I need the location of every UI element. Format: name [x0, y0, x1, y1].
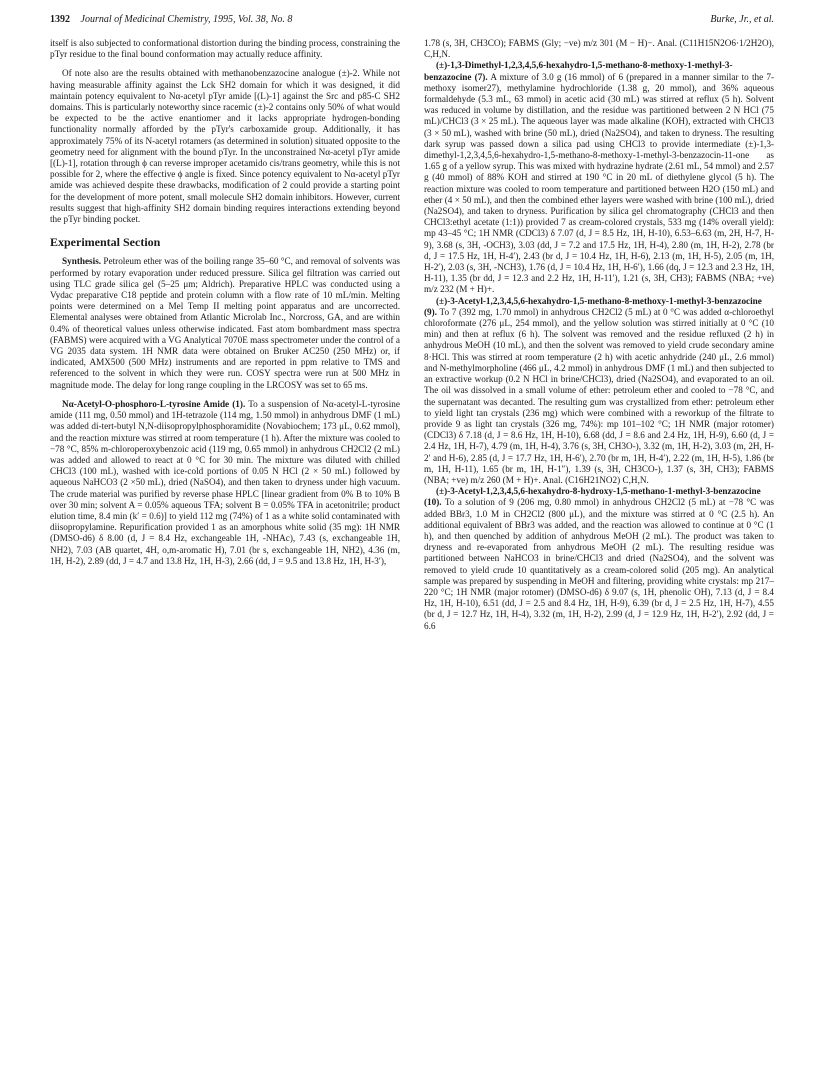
paragraph-synthesis — [50, 256, 400, 390]
paragraph-body: Petroleum ether was of the boiling range 35–60 °C, and removal of solvents was performed by rotary evaporation under reduced pressure. Silica gel filtration was carried out using TLC grade silica gel (5–25 μm; Aldrich). Preparative HPLC was conducted using a Vydac preparative C18 peptide and protein column with a flow rate of 10 mL/min. Melting points were determined on a Mel Temp II melting point apparatus and are uncorrected. Elemental analyses were obtained from Atlantic Microlab Inc., Norcross, GA, and are within 0.4% of theoretical values unless otherwise indicated. Fast atom bombardment mass spectra (FABMS) were acquired with a VG Analytical 7070E mass spectrometer under the control of a VG 2035 data system. 1H NMR data were obtained on Bruker AC250 (250 MHz) or, if indicated, AMX500 (500 MHz) instruments and are reported in ppm relative to TMS and referenced to the solvent in which they were run. COSY spectra were run at 500 MHz in magnitude mode. The delay for long range coupling in the LRCOSY was set to 65 ms. — [50, 256, 400, 390]
paragraph-body: A mixture of 3.0 g (16 mmol) of 6 (prepared in a manner similar to the 7-methoxy isomer27), methylamine hydrochloride (1.38 g, 20 mmol), and 36% aqueous formaldehyde (5.3 mL, 63 mmol) in acetic acid (30 mL) was stirred at reflux (5 h). Solvent was reduced in volume by distillation, and the residue was partitioned between 2 N HCl (75 mL)/CHCl3 (3 × 25 mL). The aqueous layer was made alkaline (KOH), extracted with CHCl3 (3 × 50 mL), washed with brine (50 mL), dried (Na2SO4), and taken to dryness. The resulting dark syrup was passed down a silica pad using CHCl3 to provide intermediate (±)-1,3-dimethyl-1,2,3,4,5,6-hexahydro-1,5-methano-8-methoxy-1-methyl-3-benzazocin-11-one as 1.65 g of a yellow syrup. This was mixed with hydrazine hydrate (2.61 mL, 54 mmol) and 2.57 g (40 mmol) of 88% KOH and stirred at 190 °C in 20 mL of diethylene glycol (5 h). The reaction mixture was cooled to room temperature and partitioned between H2O (150 mL) and ether (4 × 50 mL), and then the combined ether layers were washed with brine (100 mL), dried (Na2SO4), and taken to dryness. Purification by silica gel chromatography (CHCl3 and then CHCl3:ethyl acetate (1:1)) provided 7 as cream-colored crystals, 533 mg (14% overall yield): mp 43–45 °C; 1H NMR (CDCl3) δ 7.07 (d, J = 8.5 Hz, 1H, H-10), 6.53–6.63 (m, 2H, H-7, H-9), 3.68 (s, 3H, -OCH3), 3.03 (dd, J = 7.2 and 17.5 Hz, 1H, H-4), 2.80 (m, 1H, H-2), 2.78 (br d, J = 17.5 Hz, 1H, H-4′), 2.43 (br d, J = 10.4 Hz, 1H, H-6), 2.13 (m, 1H, H-5), 2.05 (m, 1H, H-2′), 2.03 (s, 3H, -NCH3), 1.76 (d, J = 10.4 Hz, 1H, H-6′), 1.66 (dq, J = 12.3 and 2.3 Hz, 1H, H-11), 1.35 (br dd, J = 12.3 and 2.2 Hz, 1H, H-11′), 1.21 (s, 3H, CH3); FABMS (NBA; +ve) m/z 232 (M + H)+. — [424, 71, 774, 295]
page-number: 1392 — [50, 14, 70, 25]
paragraph-body: To a solution of 9 (206 mg, 0.80 mmol) in anhydrous CH2Cl2 (5 mL) at −78 °C was added BBr3, 1.0 M in CH2Cl2 (800 μL), and the mixture was stirred at 0 °C (2.5 h). An additional equivalent of BBr3 was added, and the reaction was allowed to continue at 0 °C (1 h), and then quenched by addition of anhydrous MeOH (2 mL). The product was taken to dryness and re-evaporated from anhydrous MeOH (2 mL). The resulting residue was partitioned between NaHCO3 in brine/CHCl3 and dried (Na2SO4), and the solvent was removed to yield crude 10 quantitatively as a cream-colored solid (205 mg). An analytical sample was prepared by suspending in MeOH and filtering, providing white crystals: mp 217–220 °C; 1H NMR (major rotomer) (DMSO-d6) δ 9.07 (s, 1H, phenolic OH), 7.13 (d, J = 8.4 Hz, 1H, H-10), 6.51 (dd, J = 2.5 and 8.4 Hz, 1H, H-9), 6.39 (br d, J = 2.5 Hz, 1H, H-7), 4.55 (br d, J = 12.7 Hz, 1H, H-4), 3.32 (m, 1H, H-2), 2.99 (d, J = 12.9 Hz, 1H, H-2′), 2.92 (dd, J = 6.6 — [424, 497, 774, 631]
page-number-and-journal — [50, 14, 292, 25]
section-heading: Experimental Section — [50, 235, 161, 250]
paragraph: Of note also are the results obtained with methanobenzazocine analogue (±)-2. While not having measurable affinity against the Lck SH2 domain for which it was designed, it did maintain potency equivalent to Nα-acetyl pTyr amide [(L)-1] against the Src and p85-C SH2 domains. This is particularly noteworthy since racemic (±)-2 contains only 50% of what would be expected to be the active enantiomer and it lacks appropriate hydrogen-bonding functionality normally afforded by the pTyr's carboxamide group. Additionally, it has approximately 75% of its N-acetyl rotamers (as determined in solution) situated opposite to the geometry need for alignment with the bound pTyr. In the unconstrained Nα-acetyl pTyr amide [(L)-1], rotation through ϕ can reverse improper acetamido cis/trans geometry, while this is not possible for 2, where the effective ϕ angle is fixed. Since potency equivalent to Nα-acetyl pTyr amide was achieved despite these drawbacks, modification of 2 could provide a starting point for the development of more potent, small molecule SH2 domain inhibitors. However, current results suggest that high-affinity SH2 domain binding requires interactions extending beyond the pTyr binding pocket. — [50, 68, 400, 225]
run-in-heading: Nα-Acetyl-O-phosphoro-L-tyrosine Amide (1). — [62, 398, 246, 409]
running-authors: Burke, Jr., et al. — [710, 14, 774, 25]
paragraph: 1.78 (s, 3H, CH3CO); FABMS (Gly; −ve) m/z 301 (M − H)−. Anal. (C11H15N2O6·1/2H2O), C,H,N. — [424, 38, 774, 60]
paragraph-compound-7 — [424, 60, 774, 295]
left-column — [50, 38, 400, 1058]
page-header — [50, 14, 774, 32]
right-column — [424, 38, 774, 1058]
paragraph-compound-1 — [50, 399, 400, 567]
run-in-heading: (±)-1,3-Dimethyl-1,2,3,4,5,6-hexahydro-1,5-methano-8-methoxy-1-methyl-3-benzazocine (7). — [424, 60, 733, 82]
paragraph-compound-9 — [424, 296, 774, 486]
run-in-heading: (±)-3-Acetyl-1,2,3,4,5,6-hexahydro-1,5-methano-8-methoxy-1-methyl-3-benzazocine (9). — [424, 295, 762, 317]
paragraph: itself is also subjected to conformational distortion during the binding process, constraining the pTyr residue to the final bound conformation may actually reduce affinity. — [50, 38, 400, 60]
paragraph-body: To 7 (392 mg, 1.70 mmol) in anhydrous CH2Cl2 (5 mL) at 0 °C was added α-chloroethyl chloroformate (276 μL, 254 mmol), and the yellow solution was stirred initially at 0 °C (10 min) and then at reflux (6 h). The solvent was removed and the residue refluxed (2 h) in anhydrous MeOH (10 mL), and then the solvent was removed to yield crude secondary amine 8·HCl. This was stirred at room temperature (2 h) with acetic anhydride (240 μL, 2.6 mmol) and N-methylmorpholine (466 μL, 4.2 mmol) in anhydrous DMF (1 mL) and then subjected to an extractive workup (0.2 N HCl in brine/CHCl3), dried (Na2SO4), and evaporated to an oil. The oil was dissolved in a small volume of ether: petroleum ether and cooled to −78 °C, and the supernatant was decanted. The resulting gum was crystallized from ether: petroleum ether to yield light tan crystals (236 mg) which were combined with a reworkup of the filtrate to provide 9 as light tan crystals (326 mg, 74%): mp 101–102 °C; 1H NMR (major rotomer) (CDCl3) δ 7.18 (d, J = 8.6 Hz, 1H, H-10), 6.68 (dd, J = 8.6 and 2.4 Hz, 1H, H-9), 6.60 (d, J = 2.4 Hz, 1H, H-7), 4.79 (m, 1H, H-4), 3.76 (s, 3H, CH3O-), 3.32 (m, 1H, H-2), 3.03 (m, 2H, H-2′ and H-6), 2.85 (d, J = 17.7 Hz, 1H, H-6′), 2.70 (br m, 1H, H-4′), 2.22 (m, 1H, H-5), 1.86 (br m, 1H, H-11), 1.65 (br m, 1H, H-1″), 1.39 (s, 3H, CH3CO-), 1.37 (s, 3H, CH3); FABMS (NBA; +ve) m/z 260 (M + H)+. Anal. (C16H21NO2) C,H,N. — [424, 306, 774, 485]
paragraph-compound-10 — [424, 486, 774, 632]
journal-citation: Journal of Medicinal Chemistry, 1995, Vol. 38, No. 8 — [80, 14, 293, 25]
run-in-heading: (±)-3-Acetyl-1,2,3,4,5,6-hexahydro-8-hydroxy-1,5-methano-1-methyl-3-benzazocine (10). — [424, 486, 761, 508]
run-in-heading: Synthesis. — [62, 256, 102, 267]
paragraph-body: To a suspension of Nα-acetyl-L-tyrosine amide (111 mg, 0.50 mmol) and 1H-tetrazole (114 mg, 1.50 mmol) in anhydrous DMF (1 mL) was added di-tert-butyl N,N-diisopropylphosphoramidite (Novabiochem; 173 μL, 0.62 mmol), and the reaction mixture was stirred at room temperature (1 h). After the mixture was cooled to −78 °C, 85% m-chloroperoxybenzoic acid (119 mg, 0.65 mmol) in anhydrous CH2Cl2 (2 mL) was added and allowed to react at 0 °C for 30 min. The mixture was diluted with chilled CHCl3 (100 mL), washed with ice-cold portions of 0.05 N HCl (2 × 50 mL) followed by aqueous NaHCO3 (2 ×50 mL), dried (NaSO4), and then taken to dryness under high vacuum. The crude material was purified by reverse phase HPLC [linear gradient from 0% B to 10% B over 30 min; solvent A = 0.05% aqueous TFA; solvent B = 0.05% TFA in acetonitrile; product elution time, 8.4 min (k′ = 0.6)] to yield 112 mg (74%) of 1 as a white solid contaminated with diisopropylamine. Repurification provided 1 as an amorphous white solid (35 mg): 1H NMR (DMSO-d6) δ 8.00 (d, J = 8.4 Hz, exchangeable 1H, -NHAc), 7.43 (s, exchangeable 1H, NH2), 7.03 (AB quartet, 4H, o,m-aromatic H), 7.01 (br s, exchangeable 1H, NH2), 4.36 (m, 1H, H-2), 2.89 (dd, J = 4.7 and 13.8 Hz, 1H, H-3), 2.66 (dd, J = 9.5 and 13.8 Hz, 1H, H-3′), — [50, 398, 400, 566]
